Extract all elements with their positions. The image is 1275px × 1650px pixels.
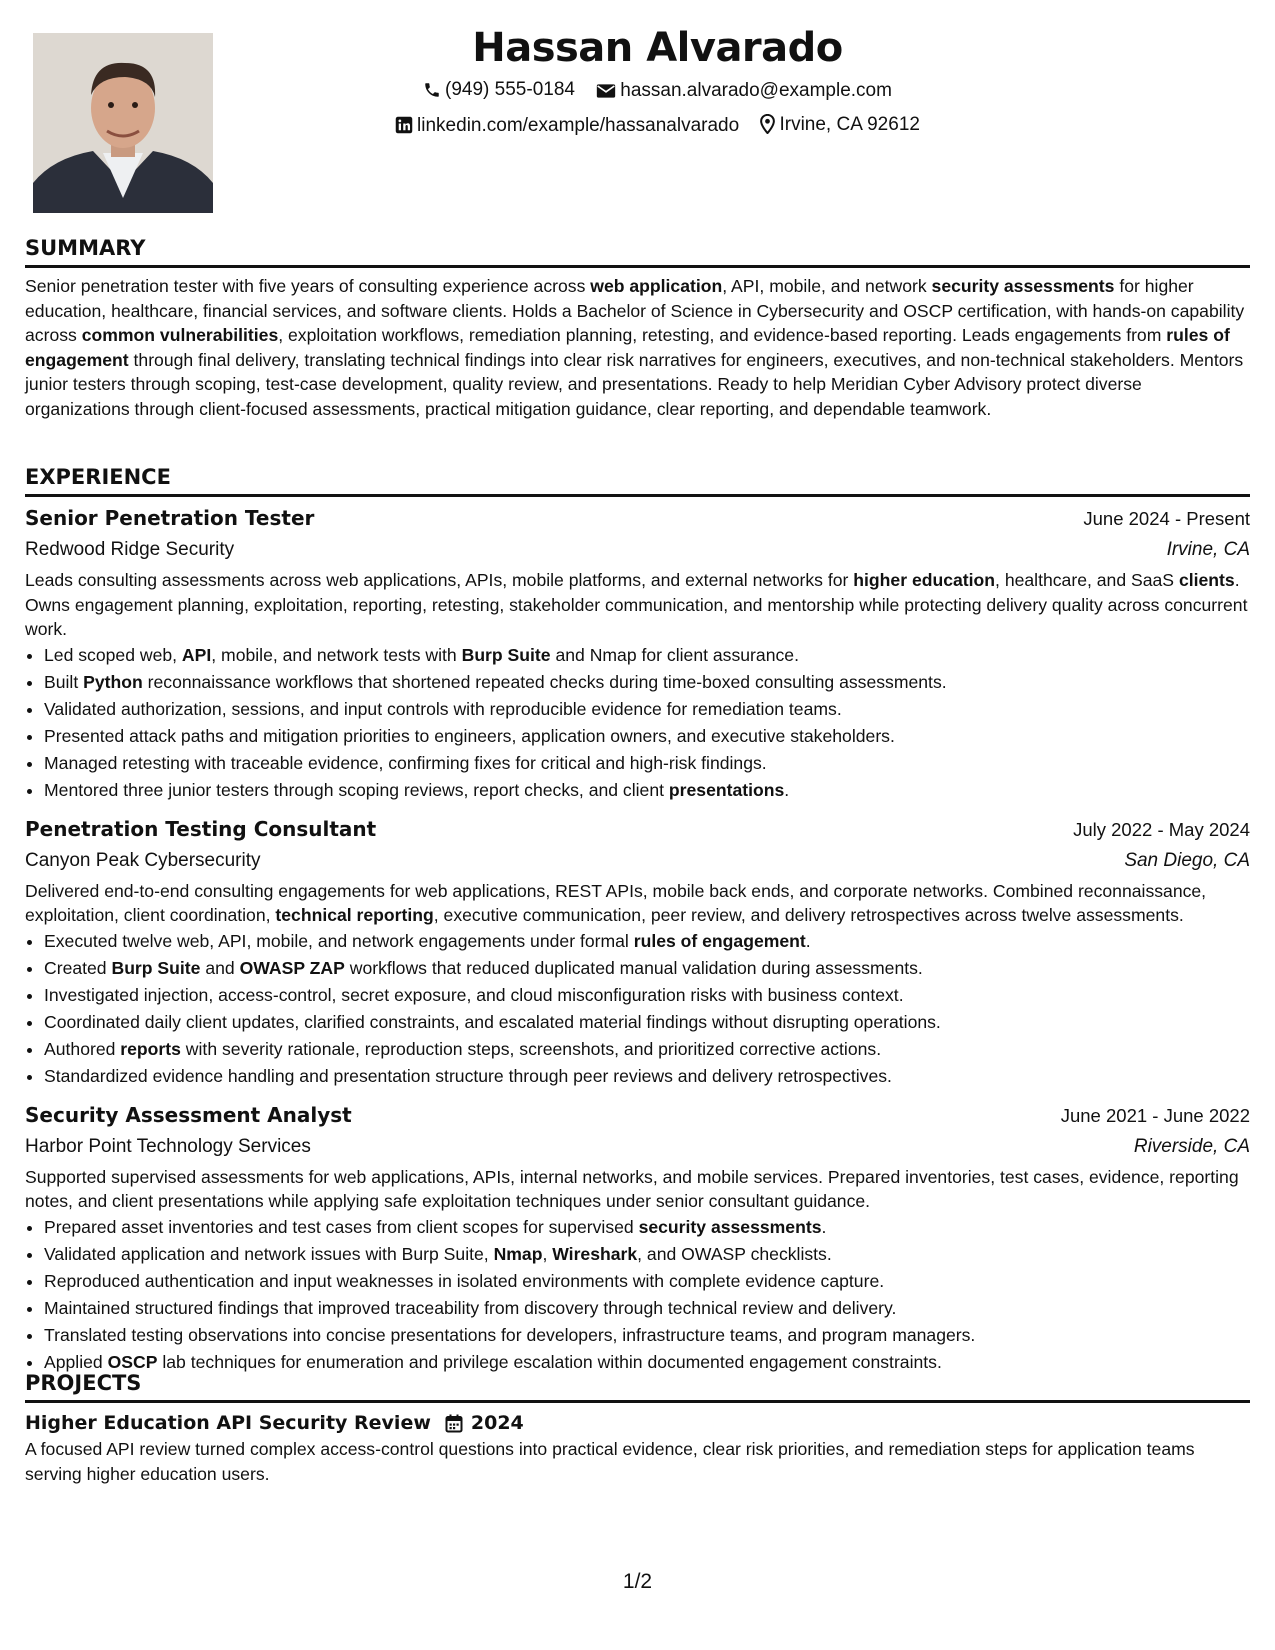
list-item: • Maintained structured findings that improved traceability from discovery through technical review and delivery.	[44, 1295, 1250, 1322]
bold-phrase: presentations	[668, 779, 785, 800]
list-item: • Executed twelve web, API, mobile, and network engagements under formal rules of engagement.	[44, 928, 1250, 955]
bold-phrase: Python	[83, 671, 143, 692]
projects-heading: PROJECTS	[25, 1370, 1250, 1403]
map-pin-icon	[760, 114, 775, 134]
job-location: Irvine, CA	[1166, 539, 1250, 560]
bold-phrase: security assessments	[931, 276, 1115, 296]
list-item: • Led scoped web, API, mobile, and network tests with Burp Suite and Nmap for client assurance.	[44, 642, 1250, 669]
email-contact[interactable]	[596, 75, 892, 106]
job-description: Supported supervised assessments for web applications, APIs, internal networks, and mobile services. Prepared inventories, test cases, evidence, reporting notes, and client presentations while applying safe exploitation techniques under senior consultant guidance.	[25, 1166, 1239, 1211]
contact-row-1	[65, 74, 1250, 109]
project-year: 2024	[470, 1412, 524, 1434]
job-location: San Diego, CA	[1124, 849, 1250, 871]
bold-phrase: rules of engagement	[633, 930, 806, 951]
job-bullets	[25, 1214, 1250, 1376]
envelope-icon	[596, 83, 616, 99]
job-header	[25, 814, 1250, 845]
calendar-icon	[445, 1414, 463, 1433]
bold-phrase: API	[181, 644, 212, 665]
header	[25, 22, 1250, 144]
job-subheader	[25, 534, 1250, 566]
bold-phrase: security assessments	[638, 1216, 822, 1237]
project-description: A focused API review turned complex access-control questions into practical evidence, clear risk priorities, and remediation steps for application teams serving higher education users.	[25, 1439, 1195, 1484]
bold-phrase: Burp Suite	[461, 644, 551, 665]
job-dates: July 2022 - May 2024	[1073, 818, 1250, 840]
experience-heading: EXPERIENCE	[25, 464, 1250, 497]
list-item: • Coordinated daily client updates, clarified constraints, and escalated material findings without disrupting operations.	[44, 1009, 1250, 1036]
bold-phrase: clients	[1178, 570, 1235, 590]
phone-icon	[423, 81, 441, 99]
job-title: Senior Penetration Tester	[25, 506, 315, 530]
email-text: hassan.alvarado@example.com	[620, 80, 892, 101]
job-subheader	[25, 845, 1250, 877]
bold-phrase: higher education	[853, 570, 996, 590]
bold-phrase: technical reporting	[275, 905, 434, 925]
job-description: Leads consulting assessments across web applications, APIs, mobile platforms, and external networks for higher education, healthcare, and SaaS clients. Owns engagement planning, exploitation, reporting, retesting, stakeholder communication, and mentorship while protecting delivery quality across concurrent work.	[25, 570, 1248, 639]
list-item: • Standardized evidence handling and presentation structure through peer reviews and delivery retrospectives.	[44, 1063, 1250, 1090]
list-item: • Authored reports with severity rationale, reproduction steps, screenshots, and prioritized corrective actions.	[44, 1036, 1250, 1063]
bold-phrase: Nmap	[493, 1243, 543, 1264]
list-item: • Validated application and network issues with Burp Suite, Nmap, Wireshark, and OWASP checklists.	[44, 1241, 1250, 1268]
bold-phrase: Wireshark	[552, 1243, 638, 1264]
project-header	[25, 1409, 1250, 1437]
summary-heading: SUMMARY	[25, 235, 1250, 268]
job-title: Penetration Testing Consultant	[25, 816, 377, 841]
bold-phrase: OWASP ZAP	[239, 957, 345, 978]
location-text: Irvine, CA 92612	[779, 113, 920, 135]
projects-section	[25, 1370, 1250, 1486]
list-item: • Created Burp Suite and OWASP ZAP workflows that reduced duplicated manual validation during assessments.	[44, 955, 1250, 982]
linkedin-icon	[395, 116, 413, 134]
phone-contact[interactable]	[423, 74, 575, 105]
job-location: Riverside, CA	[1133, 1135, 1250, 1157]
job-header	[25, 1100, 1250, 1131]
job-subheader	[25, 1131, 1250, 1163]
bold-phrase: OSCP	[107, 1351, 158, 1372]
job-bullets	[25, 928, 1250, 1090]
bold-phrase: reports	[120, 1038, 181, 1059]
contact-row-2	[65, 109, 1250, 145]
phone-text: (949) 555-0184	[445, 79, 575, 100]
list-item: • Mentored three junior testers through scoping reviews, report checks, and client presentations.	[44, 777, 1250, 804]
jobs-list	[25, 503, 1250, 1376]
job-entry	[25, 503, 1250, 804]
bold-phrase: web application	[590, 276, 723, 296]
linkedin-contact[interactable]	[395, 110, 739, 141]
location-contact	[760, 109, 919, 140]
job-dates: June 2021 - June 2022	[1060, 1104, 1250, 1126]
list-item: • Reproduced authentication and input weaknesses in isolated environments with complete evidence capture.	[44, 1268, 1250, 1295]
job-bullets	[25, 642, 1250, 804]
company-name: Redwood Ridge Security	[25, 539, 235, 560]
list-item: • Investigated injection, access-control, secret exposure, and cloud misconfiguration risks with business context.	[44, 982, 1250, 1009]
summary-text: Senior penetration tester with five years of consulting experience across web application, API, mobile, and network security assessments for higher education, healthcare, financial services, and software clients. Holds a Bachelor of Science in Cybersecurity and OSCP certification, with hands-on capability across common vulnerabilities, exploitation workflows, remediation planning, retesting, and evidence-based reporting. Leads engagements from rules of engagement through final delivery, translating technical findings into clear risk narratives for engineers, executives, and non-technical stakeholders. Mentors junior testers through scoping, test-case development, quality review, and presentations. Ready to help Meridian Cyber Advisory protect diverse organizations through client-focused assessments, practical mitigation guidance, clear reporting, and dependable teamwork.	[25, 276, 1245, 419]
list-item: • Translated testing observations into concise presentations for developers, infrastructure teams, and program managers.	[44, 1322, 1250, 1349]
company-name: Canyon Peak Cybersecurity	[25, 849, 261, 871]
candidate-name: Hassan Alvarado	[472, 25, 843, 71]
page-number: 1/2	[622, 1570, 653, 1593]
job-title: Security Assessment Analyst	[25, 1102, 352, 1127]
list-item: • Applied OSCP lab techniques for enumeration and privilege escalation within documented engagement constraints.	[44, 1349, 1250, 1376]
list-item: • Built Python reconnaissance workflows that shortened repeated checks during time-boxed consulting assessments.	[44, 669, 1250, 696]
list-item: • Presented attack paths and mitigation priorities to engineers, application owners, and executive stakeholders.	[44, 723, 1250, 750]
list-item: • Managed retesting with traceable evidence, confirming fixes for critical and high-risk findings.	[44, 750, 1250, 777]
bold-phrase: common vulnerabilities	[81, 325, 279, 345]
bold-phrase: rules of engagement	[25, 325, 1230, 370]
company-name: Harbor Point Technology Services	[25, 1135, 311, 1157]
job-description: Delivered end-to-end consulting engagements for web applications, REST APIs, mobile back ends, and corporate networks. Combined reconnaissance, exploitation, client coordination, technical reporting, executive communication, peer review, and delivery retrospectives across twelve assessments.	[25, 880, 1207, 925]
experience-section	[25, 464, 1250, 1376]
list-item: • Validated authorization, sessions, and input controls with reproducible evidence for remediation teams.	[44, 696, 1250, 723]
project-title: Higher Education API Security Review	[25, 1412, 431, 1434]
list-item: • Prepared asset inventories and test cases from client scopes for supervised security assessments.	[44, 1214, 1250, 1241]
linkedin-text: linkedin.com/example/hassanalvarado	[417, 114, 740, 136]
job-entry	[25, 1100, 1250, 1376]
summary-section	[25, 235, 1250, 421]
job-dates: June 2024 - Present	[1083, 508, 1250, 529]
job-header	[25, 503, 1250, 534]
bold-phrase: Burp Suite	[111, 957, 201, 978]
job-entry	[25, 814, 1250, 1090]
